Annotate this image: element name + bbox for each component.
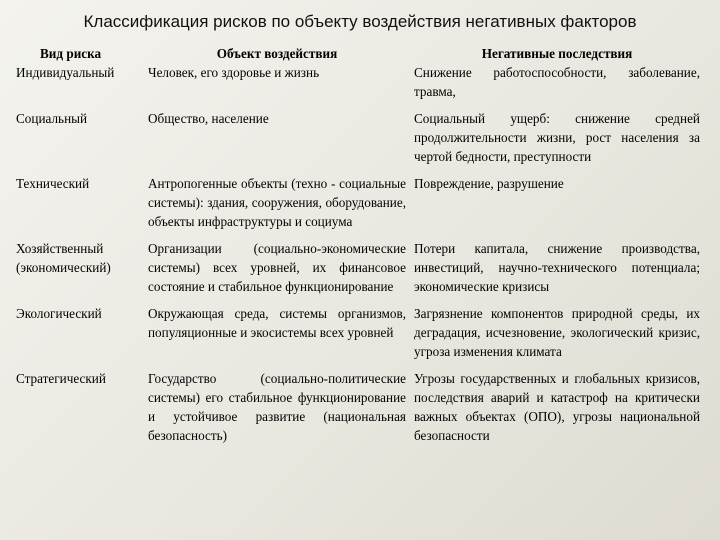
impact-object-cell: Окружающая среда, системы организмов, популяционные и экосистемы всех уровней — [148, 306, 406, 340]
table-row — [12, 369, 704, 453]
impact-object-cell: Государство (социально-политические системы) его стабильное функционирование и устойчивое развитие (национальная безопасность) — [148, 371, 406, 443]
table-row — [12, 109, 704, 174]
risk-type-cell: Технический — [16, 176, 90, 191]
consequence-cell: Повреждение, разрушение — [414, 176, 564, 191]
header-negative-consequences: Негативные последствия — [481, 46, 633, 61]
impact-object-cell: Общество, население — [148, 111, 269, 126]
table-row — [12, 174, 704, 239]
risk-type-cell: Индивидуальный — [16, 65, 115, 80]
risk-type-cell: Стратегический — [16, 371, 106, 386]
impact-object-cell: Человек, его здоровье и жизнь — [148, 65, 320, 80]
slide-title: Классификация рисков по объекту воздействия негативных факторов — [83, 12, 637, 31]
risk-type-cell: Экологический — [16, 306, 102, 321]
table-row — [12, 63, 704, 109]
header-impact-object: Объект воздействия — [216, 46, 338, 61]
consequence-cell: Потери капитала, снижение производства, инвестиций, научно-технического потенциала; экономические кризисы — [414, 241, 700, 294]
header-risk-type: Вид риска — [40, 46, 102, 61]
table-row — [12, 304, 704, 369]
impact-object-cell: Антропогенные объекты (техно - социальные системы): здания, сооружения, оборудование, объекты инфраструктуры и социума — [148, 176, 406, 229]
consequence-cell: Загрязнение компонентов природной среды, их деградация, исчезновение, экологический кризис, угроза изменения климата — [414, 306, 700, 359]
risk-classification-table — [12, 44, 704, 453]
consequence-cell: Снижение работоспособности, заболевание, травма, — [414, 65, 700, 99]
table-header-row — [12, 44, 704, 63]
risk-type-cell: Хозяйственный (экономический) — [16, 241, 111, 275]
impact-object-cell: Организации (социально-экономические системы) всех уровней, их финансовое состояние и стабильное функционирование — [148, 241, 406, 294]
table-row — [12, 239, 704, 304]
consequence-cell: Социальный ущерб: снижение средней продолжительности жизни, рост населения за чертой бедности, преступности — [414, 111, 700, 164]
consequence-cell: Угрозы государственных и глобальных кризисов, последствия аварий и катастроф на критически важных объектах (ОПО), угрозы национальной безопасности — [414, 371, 700, 443]
risk-type-cell: Социальный — [16, 111, 88, 126]
